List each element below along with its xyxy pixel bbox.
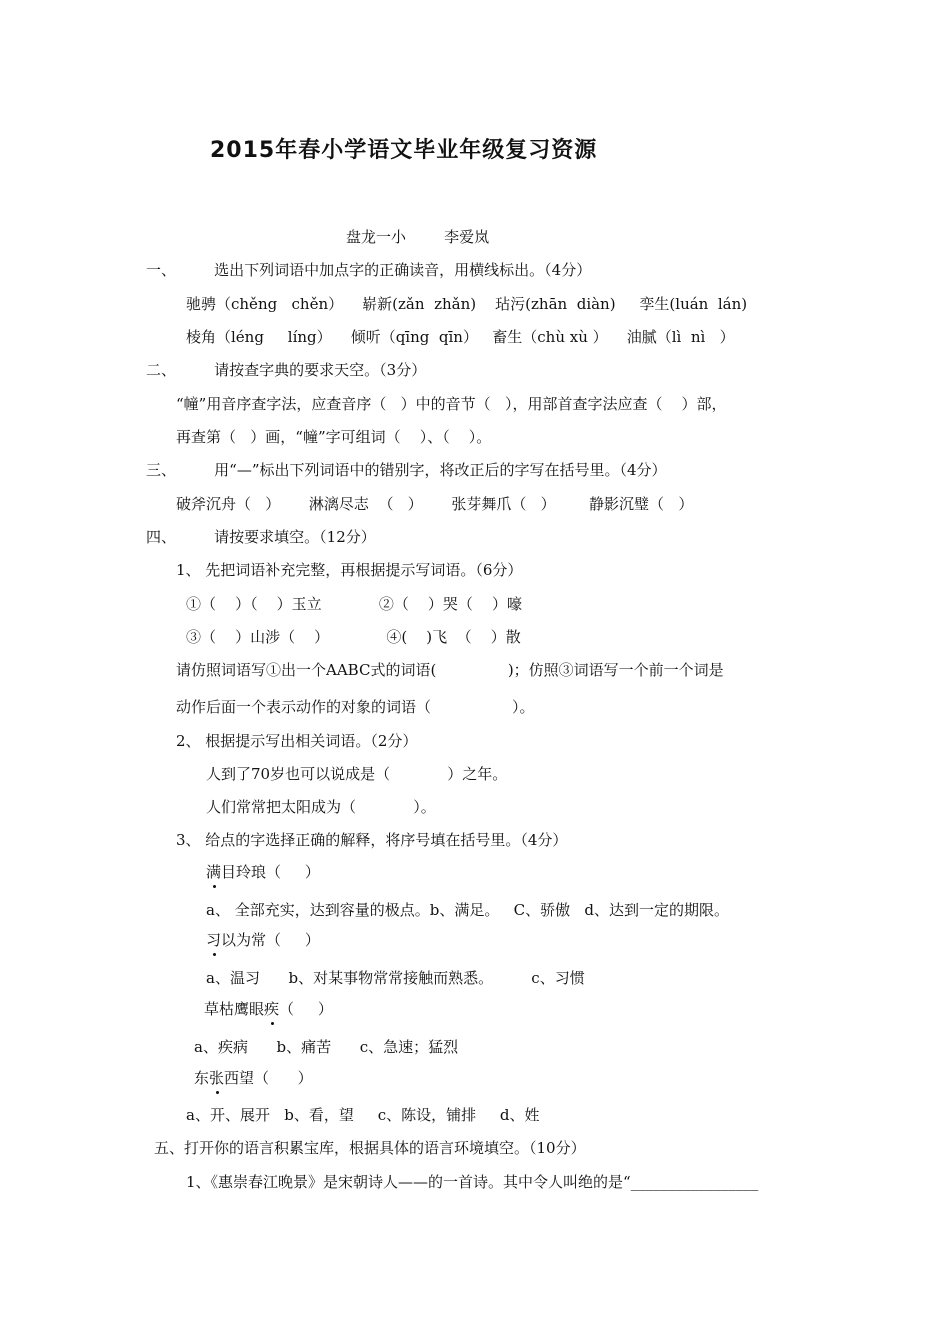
word-4-rest: 西望（ ）	[224, 1069, 313, 1087]
word-2-options: a、温习 b、对某事物常常接触而熟悉。 c、习惯	[206, 969, 585, 987]
word-1-rest: 目玲琅（ ）	[221, 863, 320, 881]
section-5-q1: 1、《惠崇春江晚景》是宋朝诗人——的一首诗。其中令人叫绝的是“_________________	[186, 1173, 759, 1191]
section-1-heading: 一、 选出下列词语中加点字的正确读音，用横线标出。（4分）	[146, 261, 592, 279]
word-2-rest: 以为常（ ）	[221, 931, 320, 949]
author-line: 盘龙一小 李爱岚	[346, 228, 490, 246]
section-1-row-1: 驰骋（chěng chěn） 崭新(zǎn zhǎn) 玷污(zhān diàn) 孪生(luán lán)	[186, 295, 748, 313]
section-4-q3: 3、 给点的字选择正确的解释，将序号填在括号里。（4分）	[176, 831, 568, 849]
word-1-options: a、 全部充实，达到容量的极点。b、满足。 C、骄傲 d、达到一定的期限。	[206, 901, 730, 919]
word-2	[206, 930, 320, 950]
word-3-options: a、疾病 b、痛苦 c、急速；猛烈	[194, 1038, 459, 1056]
section-4-q2-line-b: 人们常常把太阳成为（ ）。	[206, 798, 436, 816]
section-4-q1-row-a: ①（ ）（ ）玉立 ②（ ）哭（ ）嚎	[186, 595, 523, 613]
section-5-heading: 五、打开你的语言积累宝库，根据具体的语言环境填空。（10分）	[154, 1139, 586, 1157]
word-3	[204, 999, 333, 1019]
dotted-char: 疾	[264, 1000, 280, 1018]
section-4-q1-line-c: 请仿照词语写①出一个AABC式的词语( )；仿照③词语写一个前一个词是	[176, 661, 724, 679]
section-1-row-2: 棱角（léng líng） 倾听（qīng qīn） 畜生（chù xù ） 油腻（lì nì ）	[186, 328, 735, 346]
word-1	[206, 862, 320, 882]
word-3-prefix: 草枯鹰眼	[204, 1000, 265, 1018]
dotted-char: 张	[209, 1069, 225, 1087]
section-3-heading: 三、 用“—”标出下列词语中的错别字，将改正后的字写在括号里。（4分）	[146, 461, 667, 479]
section-2-line-1: “幢”用音序查字法，应查音序（ ）中的音节（ ），用部首查字法应查（ ）部，	[176, 395, 727, 413]
section-2-heading: 二、 请按查字典的要求天空。（3分）	[146, 361, 427, 379]
section-4-q1: 1、 先把词语补充完整，再根据提示写词语。（6分）	[176, 561, 523, 579]
section-4-q1-line-d: 动作后面一个表示动作的对象的词语（ ）。	[176, 698, 535, 716]
section-4-heading: 四、 请按要求填空。（12分）	[146, 528, 376, 546]
word-4	[194, 1068, 313, 1088]
section-2-line-2: 再查第（ ）画，“幢”字可组词（ ）、（ ）。	[176, 428, 492, 446]
dotted-char: 习	[206, 931, 222, 949]
dotted-char: 满	[206, 863, 222, 881]
word-4-options: a、开、展开 b、看，望 c、陈设，铺排 d、姓	[186, 1106, 540, 1124]
section-4-q2: 2、 根据提示写出相关词语。（2分）	[176, 732, 418, 750]
section-4-q1-row-b: ③（ ）山涉（ ） ④( )飞 （ ）散	[186, 628, 521, 646]
page-title: 2015年春小学语文毕业年级复习资源	[210, 138, 598, 163]
word-3-rest: （ ）	[279, 1000, 333, 1018]
section-4-q2-line-a: 人到了70岁也可以说成是（ ）之年。	[206, 765, 508, 783]
word-4-prefix: 东	[194, 1069, 210, 1087]
section-3-row: 破斧沉舟（ ） 淋漓尽志 （ ） 张芽舞爪（ ） 静影沉璧（ ）	[176, 495, 694, 513]
